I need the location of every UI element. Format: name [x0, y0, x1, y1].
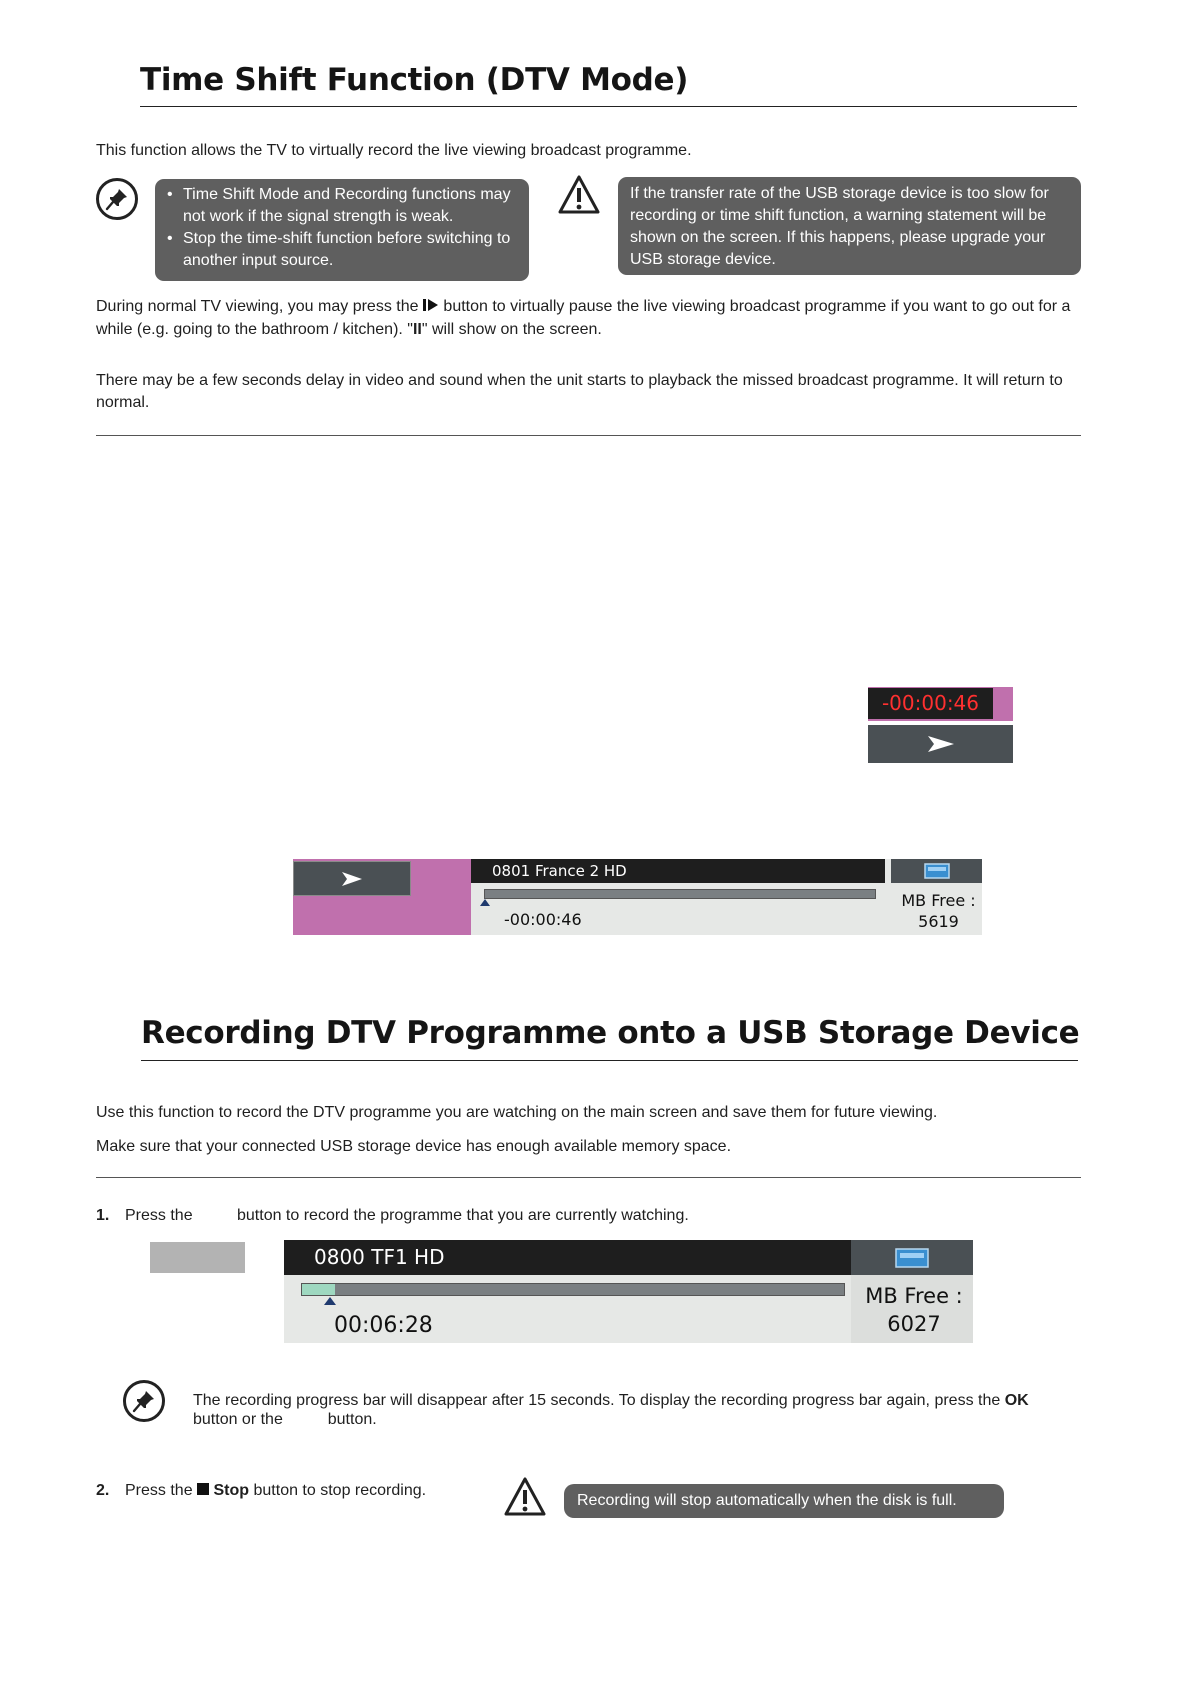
osd-usb-icon-panel — [891, 859, 982, 883]
title-underline — [141, 1060, 1078, 1061]
osd-progress-track — [301, 1283, 845, 1296]
step2-number: 2. — [96, 1482, 110, 1499]
section-title-recording: Recording DTV Programme onto a USB Storage Device — [141, 1015, 1080, 1051]
osd-timeshift-bar — [293, 859, 982, 935]
warning-icon — [503, 1476, 547, 1518]
warning-icon — [557, 174, 601, 216]
pin-icon — [104, 186, 130, 212]
step1-number: 1. — [96, 1207, 110, 1224]
pin-icon — [131, 1388, 157, 1414]
note-item: • Time Shift Mode and Recording functions may not work if the signal strength is weak. — [157, 184, 519, 228]
osd-progress-track — [484, 889, 876, 899]
osd-progress-marker — [324, 1297, 336, 1305]
usb-warning-box: If the transfer rate of the USB storage device is too slow for recording or time shift function, a warning statement will be shown on the screen. If this happens, please upgrade your USB storage device. — [618, 177, 1081, 275]
record-button-placeholder — [150, 1242, 245, 1273]
disk-full-warning-box: Recording will stop automatically when the disk is full. — [564, 1484, 1004, 1518]
osd-time-display: -00:00:46 — [868, 688, 993, 719]
recording-memory-note: Make sure that your connected USB storage device has enough available memory space. — [96, 1138, 732, 1155]
stop-button-label: Stop — [213, 1482, 250, 1499]
osd-play-button-panel — [293, 861, 411, 896]
osd-progress-marker — [480, 899, 490, 906]
pin-note-icon — [123, 1380, 165, 1422]
osd-mb-free-value: 6027 — [887, 1312, 941, 1336]
play-arrow-icon — [926, 734, 956, 754]
usb-drive-icon — [924, 863, 950, 879]
time-shift-intro: This function allows the TV to virtually record the live viewing broadcast programme. — [96, 142, 692, 159]
play-pause-icon — [423, 297, 439, 319]
pin-note-icon — [96, 178, 138, 220]
recording-bar-note — [193, 1391, 1083, 1429]
play-arrow-icon — [340, 871, 364, 887]
osd-play-panel — [868, 725, 1013, 763]
osd-channel-name: 0800 TF1 HD — [284, 1240, 851, 1275]
recording-intro: Use this function to record the DTV programme you are watching on the main screen and save them for future viewing. — [96, 1104, 938, 1121]
pause-symbol: II — [412, 321, 422, 338]
section-title-time-shift: Time Shift Function (DTV Mode) — [140, 62, 689, 98]
osd-usb-icon-panel — [851, 1240, 973, 1275]
note-item: • Stop the time-shift function before switching to another input source. — [157, 228, 519, 272]
ok-button-label: OK — [1004, 1392, 1029, 1409]
osd-mb-free-value: 5619 — [918, 912, 959, 931]
divider — [96, 435, 1081, 436]
usb-drive-icon — [895, 1248, 929, 1268]
stop-square-icon — [197, 1483, 209, 1495]
osd-recording-bar — [284, 1240, 973, 1343]
note-text: The recording progress bar will disappear after 15 seconds. To display the recording progress bar again, press the — [193, 1392, 1001, 1409]
osd-mb-free-label: MB Free : — [865, 1284, 963, 1308]
step1-text-b: button to record the programme that you are currently watching. — [237, 1207, 689, 1224]
time-shift-note-box — [155, 179, 529, 281]
step2-instructions — [125, 1480, 426, 1502]
para-text: button to virtually pause the live viewing broadcast programme if you want to go out for a while (e.g. going to the bathroom / kitchen). " — [96, 298, 1071, 338]
para-text: During normal TV viewing, you may press the — [96, 298, 419, 315]
note-text: button or the — [193, 1411, 283, 1428]
playback-delay-note: There may be a few seconds delay in video and sound when the unit starts to playback the missed broadcast programme. It will return to normal. — [96, 372, 1063, 411]
osd-channel-name: 0801 France 2 HD — [471, 859, 885, 883]
step1-text-a: Press the — [125, 1207, 193, 1224]
osd-elapsed-time: 00:06:28 — [334, 1313, 433, 1338]
para-text: " will show on the screen. — [421, 321, 602, 338]
time-shift-pause-instructions — [96, 296, 1076, 341]
osd-progress-fill — [302, 1284, 335, 1295]
step2-text: button to stop recording. — [253, 1482, 427, 1499]
osd-timeshift-indicator — [868, 687, 1013, 763]
osd-elapsed-time: -00:00:46 — [504, 910, 582, 929]
divider — [96, 1177, 1081, 1178]
step2-text: Press the — [125, 1482, 193, 1499]
note-text: button. — [327, 1411, 377, 1428]
title-underline — [140, 106, 1077, 107]
osd-mb-free-label: MB Free : — [901, 891, 976, 910]
